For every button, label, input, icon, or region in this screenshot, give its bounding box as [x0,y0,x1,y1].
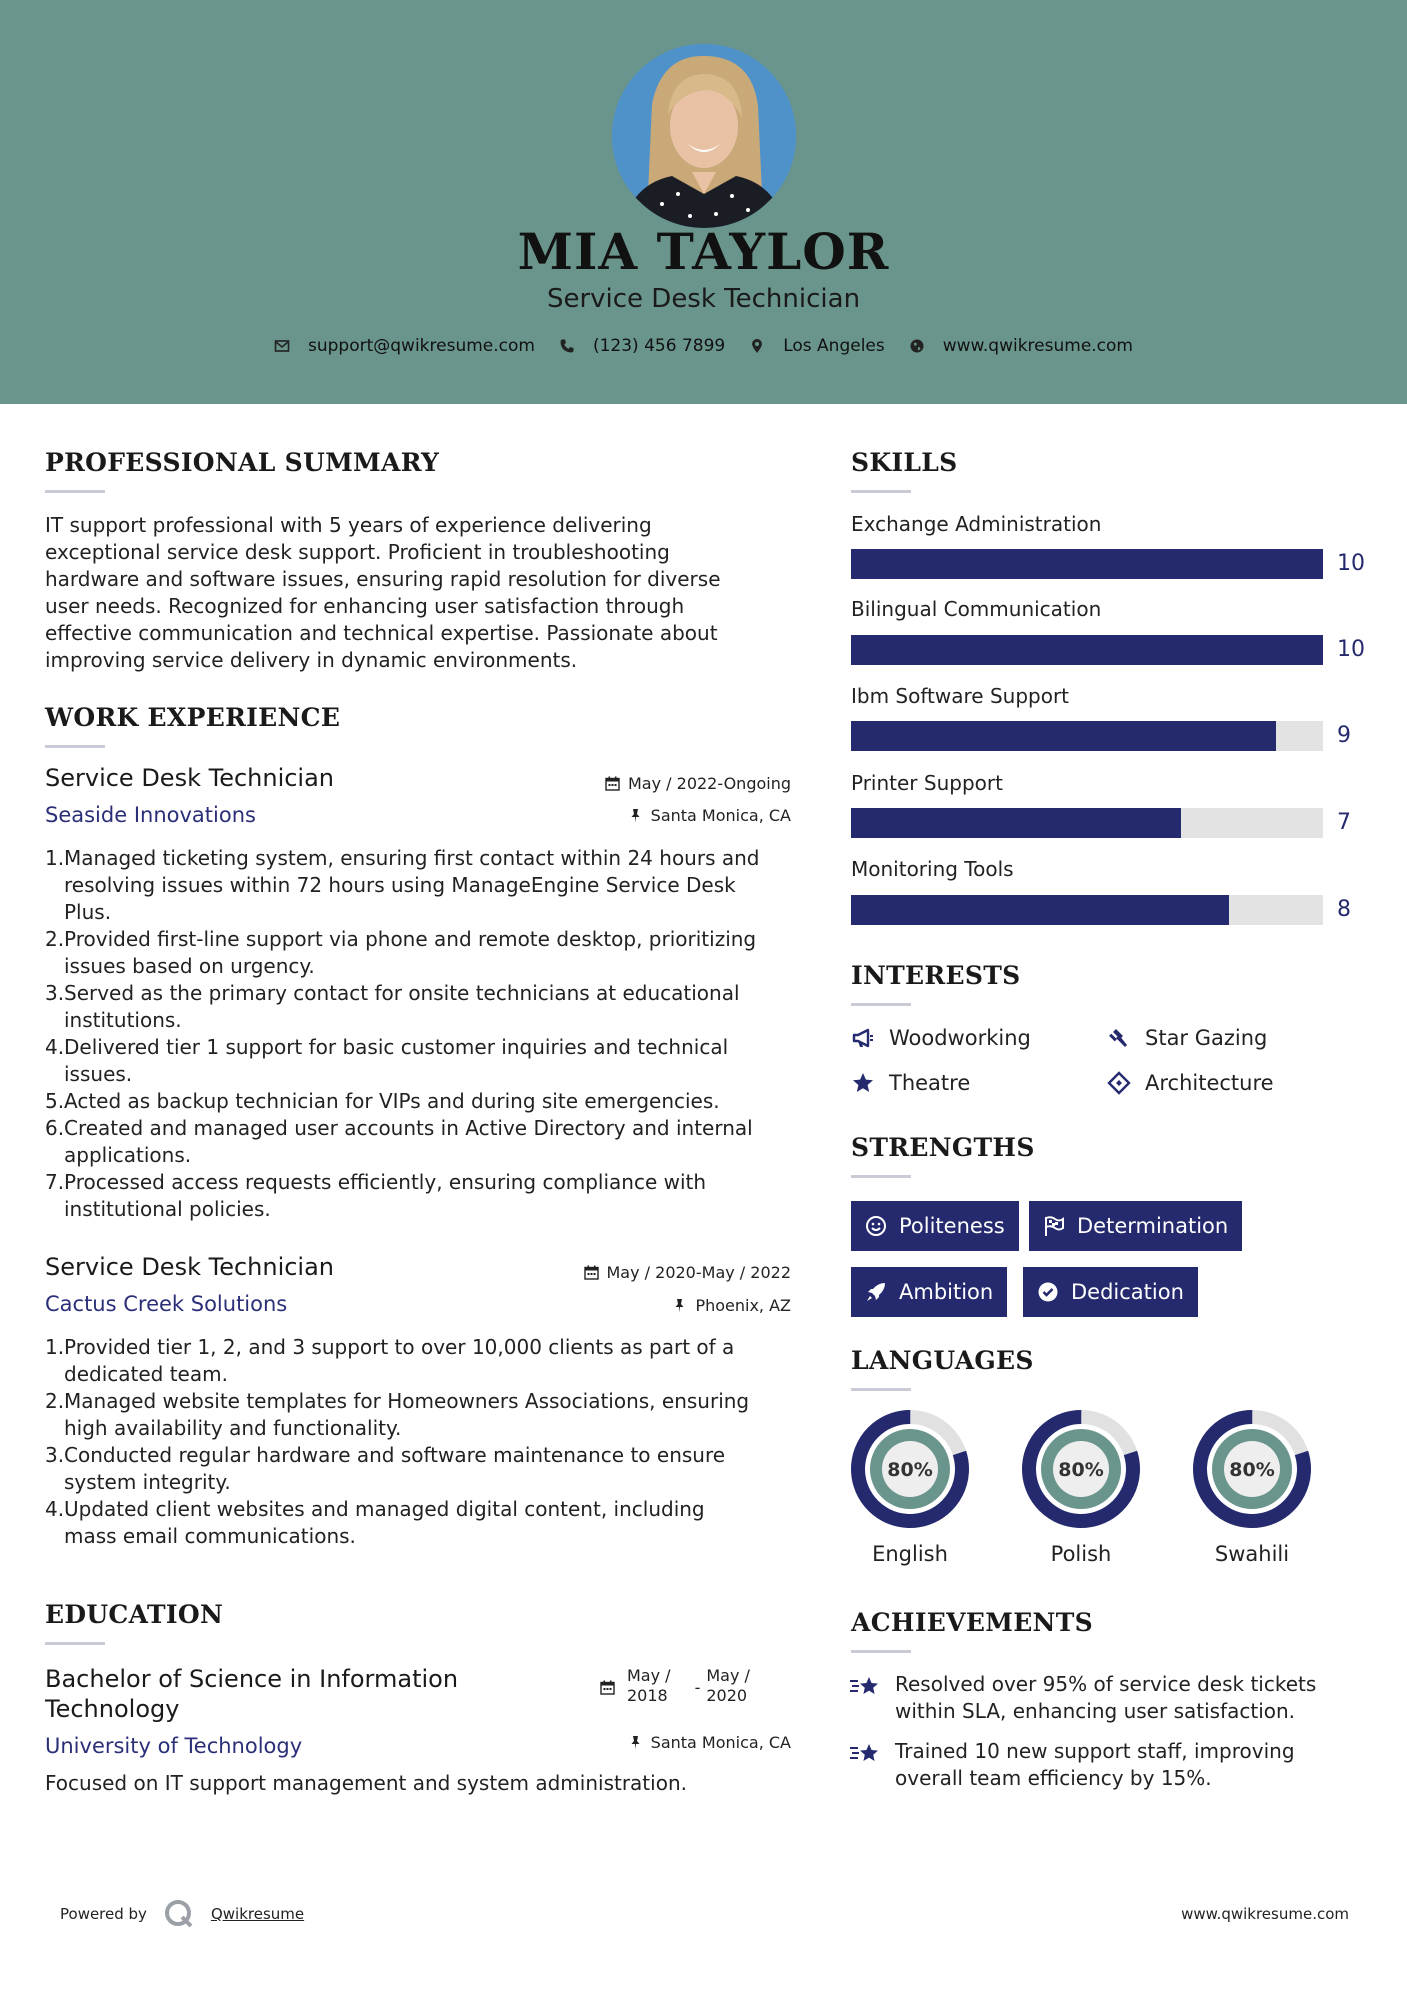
contact-email[interactable] [274,336,535,356]
edu-end [706,1666,750,1706]
edu-start-year: 2018 [627,1686,668,1705]
job-bullets [45,845,805,1223]
education-description: Focused on IT support management and system administration. [45,1771,687,1795]
contact-phone[interactable] [559,336,725,356]
edu-start [627,1666,671,1706]
achievements-heading: ACHIEVEMENTS [851,1608,1093,1637]
contact-location-text: Los Angeles [783,336,885,356]
summary-line: user needs. Recognized for enhancing user satisfaction through [45,594,685,618]
language-name: Polish [1050,1542,1112,1566]
interest-item [851,1071,970,1095]
interest-label: Woodworking [889,1026,1031,1050]
strengths-heading: STRENGTHS [851,1133,1035,1162]
qwikresume-link[interactable]: Qwikresume [210,1905,305,1923]
bullet-number: 7. [45,1170,65,1194]
list-item [45,980,805,1034]
bullet-number: 2. [45,927,65,951]
strength-badge [851,1201,1019,1251]
job-dates [584,1263,792,1282]
job-dates-text: May / 2020-May / 2022 [606,1263,791,1282]
strength-label: Ambition [899,1280,994,1304]
bullet-line: Created and managed user accounts in Active Directory and internal [64,1116,753,1140]
achievement-line: Resolved over 95% of service desk tickets [895,1672,1317,1696]
interests-heading: INTERESTS [851,961,1021,990]
star-trail-icon [849,1673,883,1703]
job-company: Cactus Creek Solutions [45,1292,288,1316]
gauge-percent: 80% [1058,1459,1104,1481]
job-dates [605,774,791,793]
bullet-line: institutions. [64,1008,182,1032]
bullet-line: Provided tier 1, 2, and 3 support to over 10,000 clients as part of a [64,1335,735,1359]
achievement-item [849,1738,1295,1792]
list-item [45,1088,805,1115]
summary-line: hardware and software issues, ensuring rapid resolution for diverse [45,567,721,591]
language-item [1187,1408,1317,1566]
edu-start-month: May / [627,1666,671,1685]
bullet-number: 4. [45,1035,65,1059]
skill-label: Exchange Administration [851,512,1102,536]
degree-line: Technology [45,1695,180,1723]
calendar-icon [605,776,620,791]
language-name: English [872,1542,948,1566]
interest-label: Architecture [1145,1071,1274,1095]
bullet-line: Delivered tier 1 support for basic customer inquiries and technical [64,1035,729,1059]
skill-bar-fill [851,808,1181,838]
star-icon [851,1071,875,1095]
powered-by-text: Powered by [60,1905,147,1923]
list-item [45,1442,805,1496]
skill-bar-fill [851,721,1276,751]
edu-end-month: May / [706,1666,750,1685]
interest-item [851,1026,1031,1050]
bullet-line: Managed website templates for Homeowners Associations, ensuring [64,1389,750,1413]
education-divider [45,1642,105,1645]
summary-line: improving service delivery in dynamic environments. [45,648,578,672]
skill-bar [851,895,1323,925]
skill-bar-fill [851,635,1323,665]
bullet-line: Updated client websites and managed digital content, including [64,1497,705,1521]
skill-label: Printer Support [851,771,1003,795]
globe-icon [909,338,925,354]
job-location-text: Phoenix, AZ [695,1296,791,1315]
bullet-line: Served as the primary contact for onsite technicians at educational [64,981,740,1005]
map-pin-icon [749,338,765,354]
bullet-line: Acted as backup technician for VIPs and during site emergencies. [64,1089,720,1113]
rocket-icon [865,1281,887,1303]
bullet-line: Plus. [64,900,112,924]
bullet-line: Provided first-line support via phone and remote desktop, prioritizing [64,927,757,951]
languages-divider [851,1388,911,1391]
check-circle-icon [1037,1281,1059,1303]
bullet-line: institutional policies. [64,1197,271,1221]
candidate-name: MIA TAYLOR [517,222,890,281]
bullet-line: dedicated team. [64,1362,228,1386]
phone-icon [559,338,575,354]
list-item [45,1334,805,1388]
list-item [45,1169,805,1223]
education-location-text: Santa Monica, CA [650,1733,791,1752]
envelope-icon [274,338,290,354]
interest-label: Theatre [889,1071,971,1095]
bullet-number: 6. [45,1116,65,1140]
star-trail-icon [849,1740,883,1770]
skill-label: Ibm Software Support [851,684,1070,708]
skill-bar [851,549,1323,579]
job-location [628,806,791,825]
skill-value: 8 [1337,897,1351,922]
job-dates-text: May / 2022-Ongoing [628,774,791,793]
bullet-line: system integrity. [64,1470,231,1494]
achievements-divider [851,1650,911,1653]
bullet-line: resolving issues within 72 hours using ManageEngine Service Desk [64,873,736,897]
achievement-item [849,1671,1316,1725]
ticket-icon [1107,1071,1131,1095]
skill-bar [851,721,1323,751]
skill-value: 9 [1337,723,1351,748]
bullet-line: high availability and functionality. [64,1416,402,1440]
flag-icon [1043,1215,1065,1237]
summary-text [45,512,721,674]
skill-value: 10 [1337,637,1365,662]
strength-badge [851,1267,1007,1317]
bullet-number: 5. [45,1089,65,1113]
school-name: University of Technology [45,1734,303,1758]
language-gauge [1020,1408,1142,1530]
interest-item [1107,1026,1267,1050]
contact-location [749,336,885,356]
smile-icon [865,1215,887,1237]
skill-value: 10 [1337,551,1365,576]
contact-email-text: support@qwikresume.com [308,336,535,356]
summary-divider [45,490,105,493]
interest-label: Star Gazing [1145,1026,1268,1050]
pushpin-icon [672,1298,687,1313]
skills-divider [851,490,911,493]
achievement-line: overall team efficiency by 15%. [895,1766,1212,1790]
contact-website[interactable] [909,336,1133,356]
bullet-number: 2. [45,1389,65,1413]
language-gauge [1191,1408,1313,1530]
list-item [45,1388,805,1442]
summary-line: exceptional service desk support. Proficient in troubleshooting [45,540,670,564]
job-title: Service Desk Technician [45,764,335,792]
edu-dash: - [694,1678,701,1697]
list-item [45,1496,805,1550]
interest-item [1107,1071,1274,1095]
summary-line: effective communication and technical expertise. Passionate about [45,621,718,645]
skill-bar-fill [851,895,1229,925]
header-band [0,0,1407,404]
education-heading: EDUCATION [45,1600,224,1629]
calendar-icon [584,1265,599,1280]
skill-label: Monitoring Tools [851,857,1014,881]
job-bullets [45,1334,805,1550]
education-dates [600,1666,750,1706]
summary-line: IT support professional with 5 years of experience delivering [45,513,652,537]
summary-heading: PROFESSIONAL SUMMARY [45,448,440,477]
bullet-line: Managed ticketing system, ensuring first contact within 24 hours and [64,846,760,870]
strengths-divider [851,1175,911,1178]
skill-label: Bilingual Communication [851,597,1102,621]
language-name: Swahili [1214,1542,1290,1566]
language-gauge [849,1408,971,1530]
gavel-icon [1107,1026,1131,1050]
list-item [45,1034,805,1088]
achievement-line: Trained 10 new support staff, improving [895,1739,1295,1763]
bullet-line: issues based on urgency. [64,954,315,978]
experience-divider [45,745,105,748]
gauge-percent: 80% [1229,1459,1275,1481]
skill-bar [851,808,1323,838]
bullet-number: 1. [45,1335,65,1359]
qwikresume-logo-icon [163,1898,195,1930]
education-location [628,1733,791,1752]
calendar-icon [600,1680,615,1695]
strength-label: Determination [1077,1214,1229,1238]
bullet-number: 3. [45,981,65,1005]
megaphone-icon [851,1026,875,1050]
bullet-number: 4. [45,1497,65,1521]
language-item [1016,1408,1146,1566]
contact-website-text: www.qwikresume.com [942,336,1133,356]
language-item [845,1408,975,1566]
list-item [45,1115,805,1169]
candidate-title: Service Desk Technician [546,284,861,314]
list-item [45,845,805,926]
contact-phone-text: (123) 456 7899 [592,336,726,356]
bullet-number: 3. [45,1443,65,1467]
strength-label: Dedication [1071,1280,1184,1304]
list-item [45,926,805,980]
gauge-percent: 80% [887,1459,933,1481]
skill-bar-fill [851,549,1323,579]
profile-photo [612,44,796,228]
skill-value: 7 [1337,810,1351,835]
bullet-line: Processed access requests efficiently, ensuring compliance with [64,1170,707,1194]
languages-heading: LANGUAGES [851,1346,1034,1375]
job-location-text: Santa Monica, CA [650,806,791,825]
footer-powered [60,1898,304,1930]
interests-divider [851,1003,911,1006]
bullet-line: Conducted regular hardware and software maintenance to ensure [64,1443,726,1467]
degree-title [45,1664,458,1724]
strength-label: Politeness [899,1214,1005,1238]
strength-badge [1023,1267,1198,1317]
bullet-line: mass email communications. [64,1524,356,1548]
job-location [672,1296,791,1315]
bullet-line: applications. [64,1143,192,1167]
strength-badge [1029,1201,1242,1251]
achievement-line: within SLA, enhancing user satisfaction. [895,1699,1296,1723]
degree-line: Bachelor of Science in Information [45,1665,459,1693]
pushpin-icon [628,808,643,823]
edu-end-year: 2020 [706,1686,748,1705]
skills-heading: SKILLS [851,448,958,477]
bullet-line: issues. [64,1062,133,1086]
pushpin-icon [628,1735,643,1750]
footer-website[interactable]: www.qwikresume.com [1181,1905,1349,1923]
skill-bar [851,635,1323,665]
job-title: Service Desk Technician [45,1253,335,1281]
experience-heading: WORK EXPERIENCE [45,703,341,732]
contact-bar [0,336,1407,356]
bullet-number: 1. [45,846,65,870]
job-company: Seaside Innovations [45,803,256,827]
